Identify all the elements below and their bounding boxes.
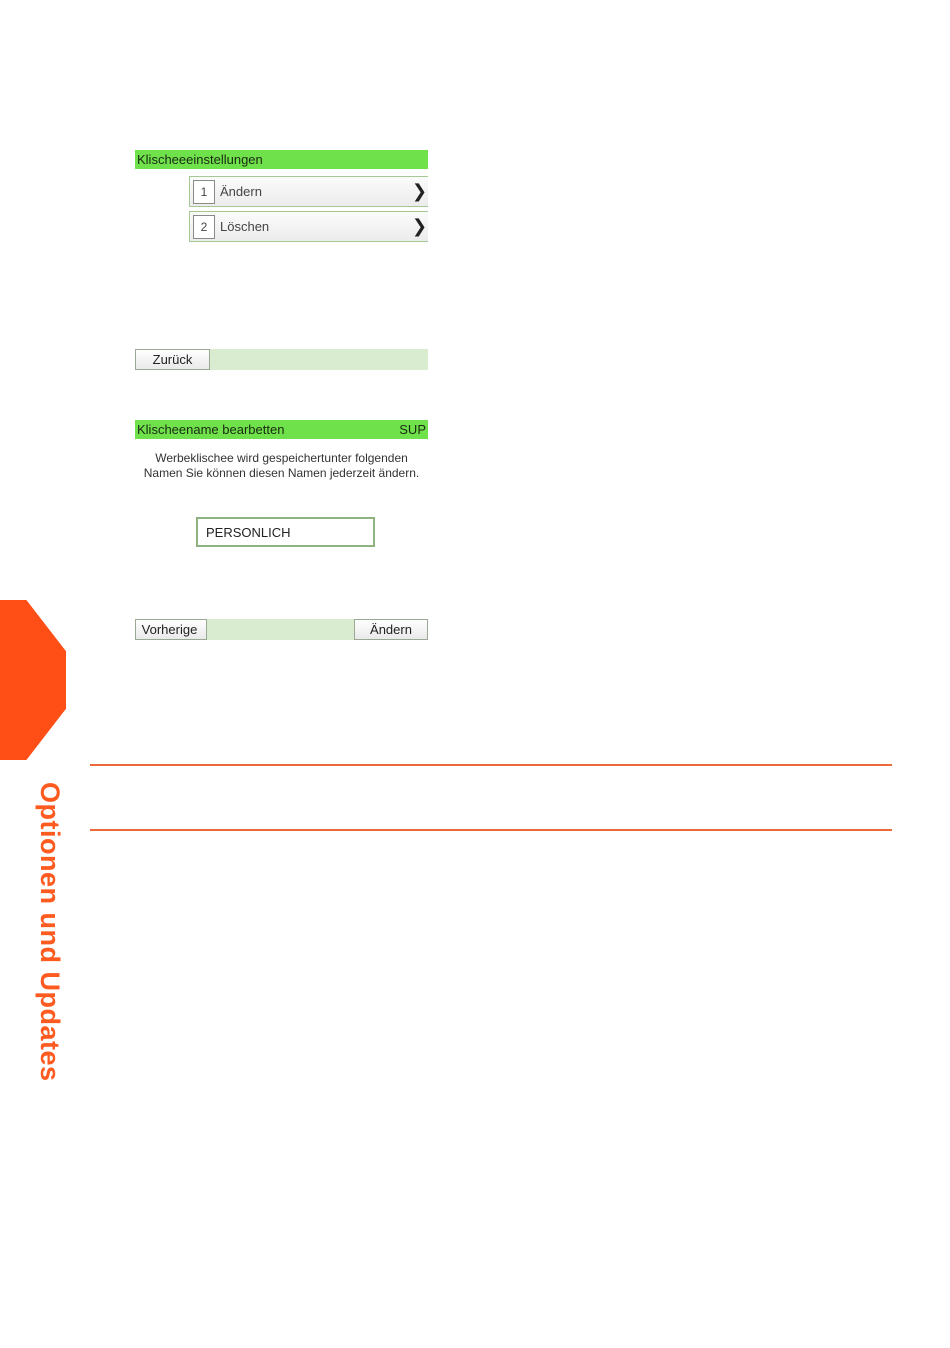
softkey-bar xyxy=(135,619,428,640)
menu-item-number: 2 xyxy=(193,215,215,239)
menu-item-label: Löschen xyxy=(220,219,270,234)
chevron-right-icon: ❯ xyxy=(412,216,428,236)
softkey-bar xyxy=(135,349,428,370)
edit-cliche-name-screen xyxy=(135,420,428,640)
chapter-label: Optionen und Updates xyxy=(35,782,65,1082)
divider-bottom xyxy=(90,829,892,831)
mode-tag: SUP xyxy=(399,422,426,437)
back-button[interactable]: Zurück xyxy=(135,349,210,370)
info-message: Werbeklischee wird gespeichertunter folgenden Namen Sie können diesen Namen jederzeit ändern. xyxy=(143,451,420,480)
chapter-tab-marker xyxy=(0,600,66,760)
screen-title-bar xyxy=(135,150,428,169)
chevron-right-icon: ❯ xyxy=(412,181,428,201)
menu-item-label: Ändern xyxy=(220,184,262,199)
cliche-settings-screen xyxy=(135,150,428,370)
menu-item-number: 1 xyxy=(193,180,215,204)
screen-title: Klischeename bearbetten xyxy=(137,422,285,437)
screen-title-bar xyxy=(135,420,428,439)
screen-title: Klischeeeinstellungen xyxy=(137,152,263,167)
change-button[interactable]: Ändern xyxy=(354,619,428,640)
menu-item-delete[interactable] xyxy=(189,211,428,242)
softkey-spacer xyxy=(210,349,428,370)
softkey-spacer xyxy=(207,619,354,640)
cliche-name-input[interactable] xyxy=(196,517,375,547)
previous-button[interactable]: Vorherige xyxy=(135,619,207,640)
menu-item-change[interactable] xyxy=(189,176,428,207)
divider-top xyxy=(90,764,892,766)
